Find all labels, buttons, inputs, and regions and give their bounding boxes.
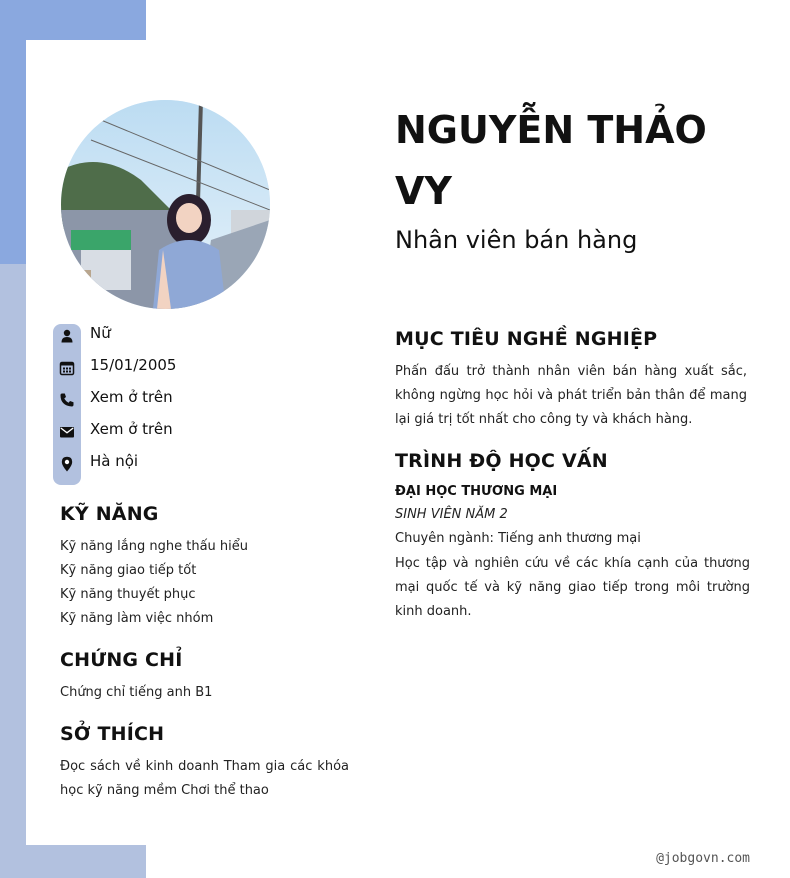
email-value: Xem ở trên xyxy=(90,420,173,438)
person-icon xyxy=(59,328,75,344)
contact-email xyxy=(53,417,353,449)
mail-icon xyxy=(59,424,75,440)
contact-phone xyxy=(53,385,353,417)
education-major: Chuyên ngành: Tiếng anh thương mại xyxy=(395,531,641,546)
certificates-title: CHỨNG CHỈ xyxy=(60,649,183,671)
footer-watermark: @jobgovn.com xyxy=(656,851,750,866)
location-pin-icon xyxy=(59,456,75,472)
list-item: Kỹ năng lắng nghe thấu hiểu xyxy=(60,539,249,554)
list-item: Kỹ năng thuyết phục xyxy=(60,587,196,602)
contact-dob xyxy=(53,353,353,385)
background-accent-bottom xyxy=(0,845,146,878)
objective-title: MỤC TIÊU NGHỀ NGHIỆP xyxy=(395,328,658,350)
gender-value: Nữ xyxy=(90,324,111,342)
education-title: TRÌNH ĐỘ HỌC VẤN xyxy=(395,450,608,472)
contact-gender xyxy=(53,321,353,353)
list-item: Kỹ năng làm việc nhóm xyxy=(60,611,214,626)
list-item: Kỹ năng giao tiếp tốt xyxy=(60,563,197,578)
certificates-list xyxy=(60,681,212,705)
objective-text: Phấn đấu trở thành nhân viên bán hàng xuất sắc, không ngừng học hỏi và phát triển bản thân để mang lại giá trị tốt nhất cho công ty và khách hàng. xyxy=(395,364,747,427)
list-item: Chứng chỉ tiếng anh B1 xyxy=(60,685,213,700)
contact-address xyxy=(53,449,353,481)
hobbies-text: Đọc sách về kinh doanh Tham gia các khóa học kỹ năng mềm Chơi thể thao xyxy=(60,759,349,798)
education-school: ĐẠI HỌC THƯƠNG MẠI xyxy=(395,484,558,499)
phone-icon xyxy=(59,392,75,408)
skills-title: KỸ NĂNG xyxy=(60,503,159,525)
phone-value: Xem ở trên xyxy=(90,388,173,406)
skills-list xyxy=(60,535,248,631)
background-accent-side xyxy=(0,264,26,878)
job-title: Nhân viên bán hàng xyxy=(395,226,638,254)
hobbies-title: SỞ THÍCH xyxy=(60,723,165,745)
education-description: Học tập và nghiên cứu về các khía cạnh của thương mại quốc tế và kỹ năng giao tiếp trong môi trường kinh doanh. xyxy=(395,556,750,619)
page-title: NGUYỄN THẢO VY xyxy=(395,108,707,213)
dob-value: 15/01/2005 xyxy=(90,356,177,374)
education-year: SINH VIÊN NĂM 2 xyxy=(395,507,508,522)
calendar-icon xyxy=(59,360,75,376)
avatar xyxy=(61,100,270,309)
address-value: Hà nội xyxy=(90,452,139,470)
